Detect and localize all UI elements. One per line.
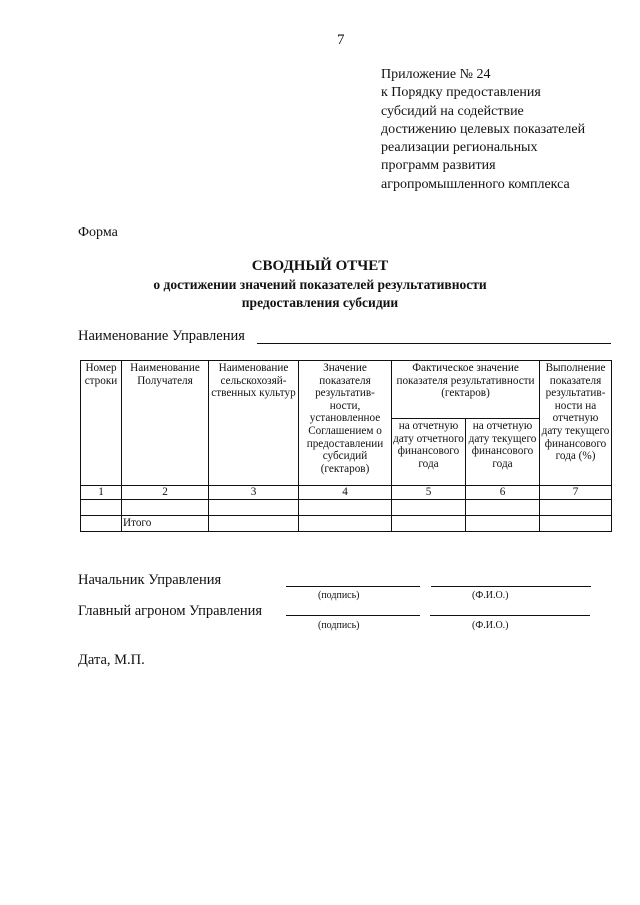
appendix-line: агропромышленного комплекса (381, 176, 570, 192)
form-label: Форма (78, 225, 118, 240)
appendix-line: программ развития (381, 158, 496, 174)
appendix-line: субсидий на содействие (381, 103, 524, 119)
column-number: 5 (392, 486, 466, 500)
appendix-line: реализации региональных (381, 140, 538, 156)
appendix-line: достижению целевых показателей (381, 121, 586, 137)
report-title: СВОДНЫЙ ОТЧЕТ (251, 258, 389, 274)
signature-hint: (подпись) (318, 620, 360, 631)
table-cell[interactable] (122, 500, 209, 516)
header-actual-reporting-year: на отчетную дату отчетного финансового года (392, 419, 466, 486)
column-number: 6 (466, 486, 540, 500)
agronomist-name-field[interactable] (430, 615, 590, 616)
table-cell[interactable] (540, 516, 612, 532)
agronomist-signature-field[interactable] (286, 615, 420, 616)
subtitle-line: предоставления субсидии (241, 295, 399, 310)
table-cell[interactable] (81, 516, 122, 532)
header-actual-current-year: на отчетную дату текущего финансового года (466, 419, 540, 486)
management-name-field[interactable] (257, 343, 611, 344)
table-cell[interactable] (299, 516, 392, 532)
header-crop-name: Наименование сельскохозяй-ственных культур (209, 361, 299, 486)
column-number: 7 (540, 486, 612, 500)
table-cell[interactable] (299, 500, 392, 516)
header-completion: Выполнение показателя результатив-ности на отчетную дату текущего финансового года (%) (540, 361, 612, 486)
table-cell[interactable] (209, 500, 299, 516)
date-stamp-label: Дата, М.П. (78, 652, 145, 668)
column-number: 1 (81, 486, 122, 500)
header-target-value: Значение показателя результатив-ности, установленное Соглашением о предоставлении субсидий (гектаров) (299, 361, 392, 486)
name-hint: (Ф.И.О.) (472, 620, 509, 631)
report-subtitle (0, 276, 640, 312)
head-name-field[interactable] (431, 586, 591, 587)
head-signature-label: Начальник Управления (78, 572, 222, 588)
total-label: Итого (122, 516, 209, 532)
page-number: 7 (337, 32, 345, 48)
column-number: 2 (122, 486, 209, 500)
appendix-line: к Порядку предоставления (381, 85, 541, 101)
column-number: 4 (299, 486, 392, 500)
table-cell[interactable] (392, 516, 466, 532)
head-signature-field[interactable] (286, 586, 420, 587)
report-table (80, 360, 612, 532)
header-actual-value-group: Фактическое значение показателя результативности (гектаров) (392, 361, 540, 419)
table-cell[interactable] (81, 500, 122, 516)
subtitle-line: о достижении значений показателей результативности (153, 277, 487, 292)
table-cell[interactable] (392, 500, 466, 516)
appendix-line: Приложение № 24 (381, 67, 491, 82)
table-cell[interactable] (209, 516, 299, 532)
agronomist-signature-label: Главный агроном Управления (78, 603, 263, 619)
total-row (81, 516, 612, 532)
signature-hint: (подпись) (318, 590, 360, 601)
appendix-block (381, 66, 585, 194)
header-row-number: Номер строки (81, 361, 122, 486)
table-cell[interactable] (540, 500, 612, 516)
name-hint: (Ф.И.О.) (472, 590, 509, 601)
table-row (81, 500, 612, 516)
column-number: 3 (209, 486, 299, 500)
management-name-label: Наименование Управления (78, 328, 245, 344)
header-recipient-name: Наименование Получателя (122, 361, 209, 486)
table-cell[interactable] (466, 516, 540, 532)
table-cell[interactable] (466, 500, 540, 516)
